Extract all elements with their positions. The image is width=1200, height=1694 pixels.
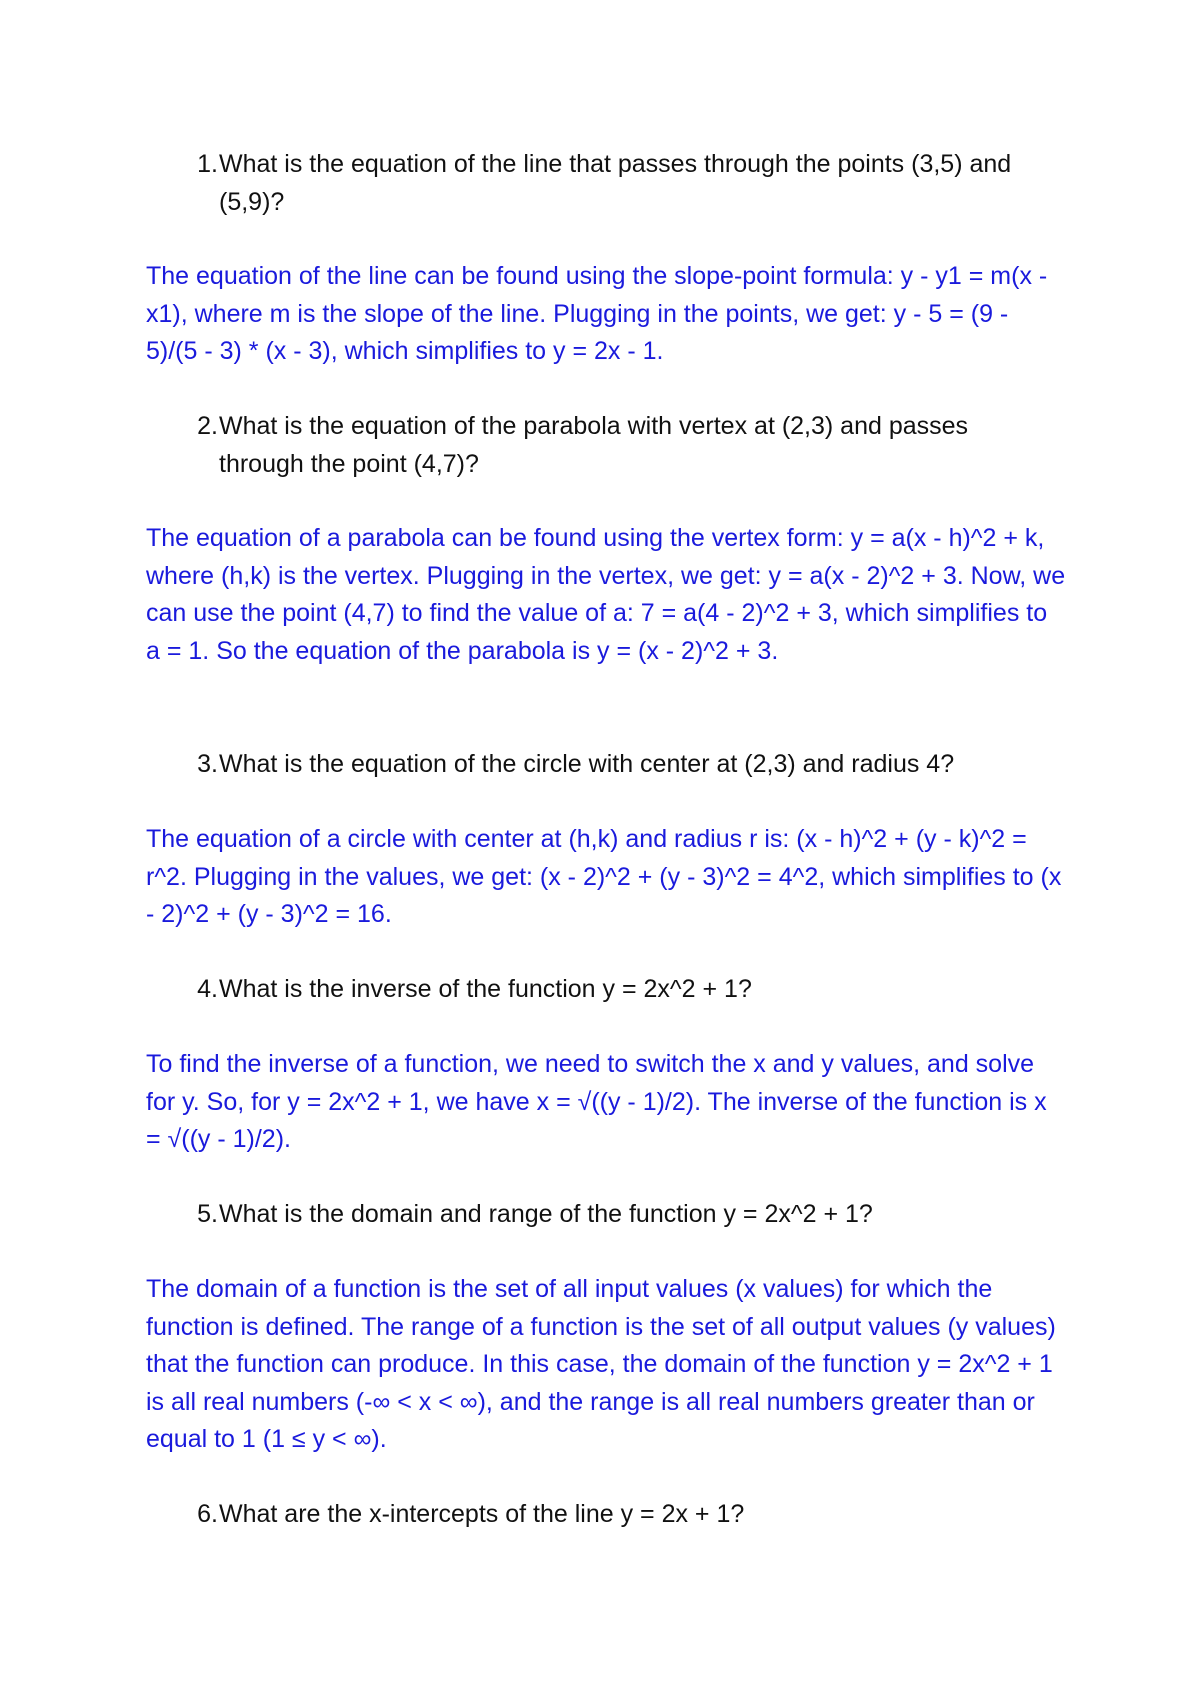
answer-1: The equation of the line can be found using the slope-point formula: y - y1 = m(x - x1), where m is the slope of the line. Plugging in the points, we get: y - 5 = (9 - 5)/(5 - 3) * (x - 3), which simplifies to y = 2x - 1.: [146, 262, 1048, 365]
question-6-text: What are the x-intercepts of the line y = 2x + 1?: [219, 1500, 745, 1528]
question-5-text: What is the domain and range of the function y = 2x^2 + 1?: [219, 1200, 873, 1228]
question-4-number: 4.: [197, 975, 218, 1003]
answer-4: To find the inverse of a function, we need to switch the x and y values, and solve for y. So, for y = 2x^2 + 1, we have x = √((y - 1)/2). The inverse of the function is x = √((y - 1)/2).: [146, 1050, 1047, 1153]
question-3-text: What is the equation of the circle with center at (2,3) and radius 4?: [219, 750, 955, 778]
question-4-text: What is the inverse of the function y = 2x^2 + 1?: [219, 975, 752, 1003]
question-3-number: 3.: [197, 750, 218, 778]
question-1-text: What is the equation of the line that passes through the points (3,5) and (5,9)?: [219, 150, 1012, 216]
question-2-number: 2.: [197, 412, 218, 440]
question-6-number: 6.: [197, 1500, 218, 1528]
answer-3: The equation of a circle with center at (h,k) and radius r is: (x - h)^2 + (y - k)^2 = r^2. Plugging in the values, we get: (x - 2)^2 + (y - 3)^2 = 4^2, which simplifies to (x - 2)^2 + (y - 3)^2 = 16.: [146, 825, 1062, 928]
question-1-number: 1.: [197, 150, 218, 178]
answer-5: The domain of a function is the set of all input values (x values) for which the function is defined. The range of a function is the set of all output values (y values) that the function can produce. In this case, the domain of the function y = 2x^2 + 1 is all real numbers (-∞ < x < ∞), and the range is all real numbers greater than or equal to 1 (1 ≤ y < ∞).: [146, 1275, 1056, 1453]
question-2-text: What is the equation of the parabola with vertex at (2,3) and passes through the point (4,7)?: [219, 412, 969, 478]
question-5-number: 5.: [197, 1200, 218, 1228]
answer-2: The equation of a parabola can be found using the vertex form: y = a(x - h)^2 + k, where (h,k) is the vertex. Plugging in the vertex, we get: y = a(x - 2)^2 + 3. Now, we can use the point (4,7) to find the value of a: 7 = a(4 - 2)^2 + 3, which simplifies to a = 1. So the equation of the parabola is y = (x - 2)^2 + 3.: [146, 524, 1066, 665]
